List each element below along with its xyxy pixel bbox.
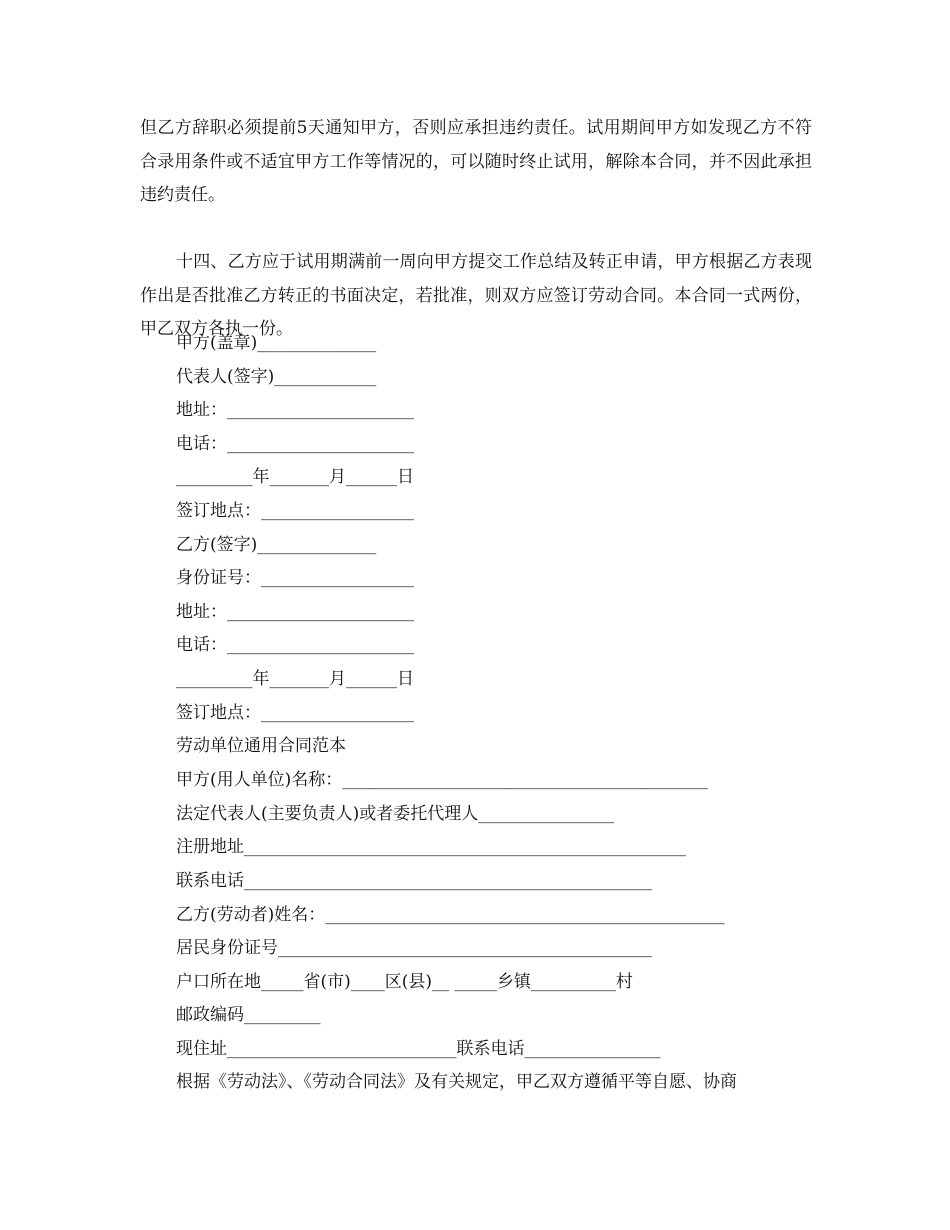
employee-name-line: 乙方(劳动者)姓名：_______________________________________________ bbox=[176, 905, 725, 925]
party-a-seal-line: 甲方(盖章)______________ bbox=[176, 333, 377, 353]
postal-code-line: 邮政编码_________ bbox=[176, 1005, 321, 1025]
paragraph-trial-termination: 但乙方辞职必须提前5天通知甲方，否则应承担违约责任。试用期间甲方如发现乙方不符合录用条件或不适宜甲方工作等情况的，可以随时终止试用，解除本合同，并不因此承担违约责任。 bbox=[140, 118, 812, 206]
party-a-address-line: 地址：______________________ bbox=[176, 400, 414, 420]
party-b-date-line: _________年_______月______日 bbox=[176, 669, 414, 689]
employer-name-line: 甲方(用人单位)名称：___________________________________________ bbox=[176, 770, 708, 790]
party-a-phone-line: 电话：______________________ bbox=[176, 434, 414, 454]
paragraph-article-14: 十四、乙方应于试用期满前一周向甲方提交工作总结及转正申请，甲方根据乙方表现作出是否批准乙方转正的书面决定，若批准，则双方应签订劳动合同。本合同一式两份，甲乙双方各执一份。 bbox=[140, 252, 812, 340]
party-a-representative-line: 代表人(签字)____________ bbox=[176, 367, 377, 387]
contract-preamble-line: 根据《劳动法》、《劳动合同法》及有关规定，甲乙双方遵循平等自愿、协商 bbox=[176, 1072, 737, 1092]
party-a-signing-place-line: 签订地点：__________________ bbox=[176, 501, 414, 521]
party-b-signing-place-line: 签订地点：__________________ bbox=[176, 703, 414, 723]
employer-phone-line: 联系电话________________________________________________ bbox=[176, 871, 652, 891]
party-b-address-line: 地址：______________________ bbox=[176, 602, 414, 622]
current-address-line: 现住址___________________________联系电话________________ bbox=[176, 1039, 661, 1059]
registered-address-line: 注册地址____________________________________________________ bbox=[176, 837, 686, 857]
household-registration-line: 户口所在地_____省(市)____区(县)__ _____乡镇__________村 bbox=[176, 972, 633, 992]
resident-id-line: 居民身份证号____________________________________________ bbox=[176, 938, 652, 958]
party-b-signature-line: 乙方(签字)______________ bbox=[176, 535, 377, 555]
legal-representative-line: 法定代表人(主要负责人)或者委托代理人________________ bbox=[176, 804, 615, 824]
contract-template-title: 劳动单位通用合同范本 bbox=[176, 736, 346, 756]
party-b-id-number-line: 身份证号：__________________ bbox=[176, 568, 414, 588]
party-b-phone-line: 电话：______________________ bbox=[176, 635, 414, 655]
party-a-date-line: _________年_______月______日 bbox=[176, 467, 414, 487]
